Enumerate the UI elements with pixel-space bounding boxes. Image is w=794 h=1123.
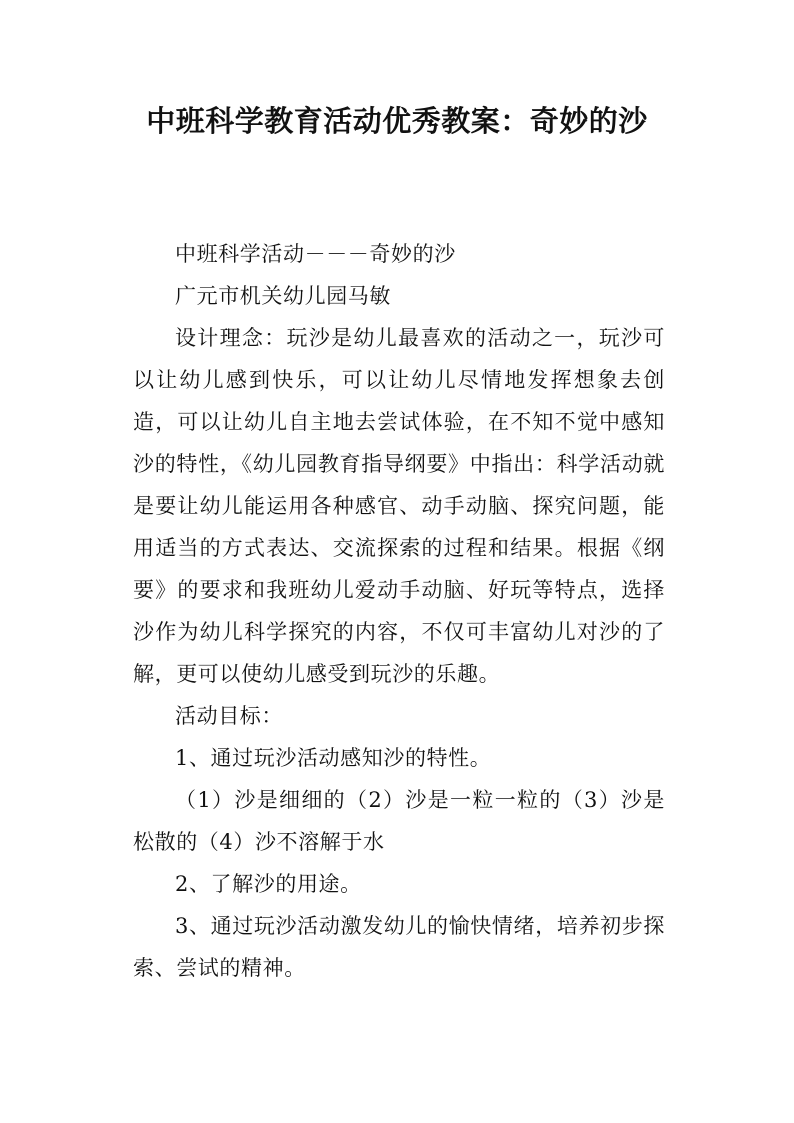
- design-concept-paragraph: 设计理念：玩沙是幼儿最喜欢的活动之一，玩沙可以让幼儿感到快乐，可以让幼儿尽情地发挥想象去创造，可以让幼儿自主地去尝试体验，在不知不觉中感知沙的特性，《幼儿园教育指导纲要》中指出：科学活动就是要让幼儿能运用各种感官、动手动脑、探究问题，能用适当的方式表达、交流探索的过程和结果。根据《纲要》的要求和我班幼儿爱动手动脑、好玩等特点，选择沙作为幼儿科学探究的内容，不仅可丰富幼儿对沙的了解，更可以使幼儿感受到玩沙的乐趣。: [133, 326, 665, 686]
- goal-item-3: 3、通过玩沙活动激发幼儿的愉快情绪，培养初步探索、尝试的精神。: [133, 914, 665, 980]
- goal-item-1-details: （1）沙是细细的（2）沙是一粒一粒的（3）沙是松散的（4）沙不溶解于水: [133, 788, 665, 854]
- activity-heading: 中班科学活动－－－奇妙的沙: [175, 242, 456, 266]
- author-line: 广元市机关幼儿园马敏: [175, 284, 391, 308]
- goal-item-2: 2、了解沙的用途。: [175, 872, 362, 896]
- document-body: [133, 233, 665, 989]
- activity-goals-heading: 活动目标：: [175, 704, 283, 728]
- goal-item-1: 1、通过玩沙活动感知沙的特性。: [175, 746, 492, 770]
- document-title: 中班科学教育活动优秀教案：奇妙的沙: [146, 104, 648, 138]
